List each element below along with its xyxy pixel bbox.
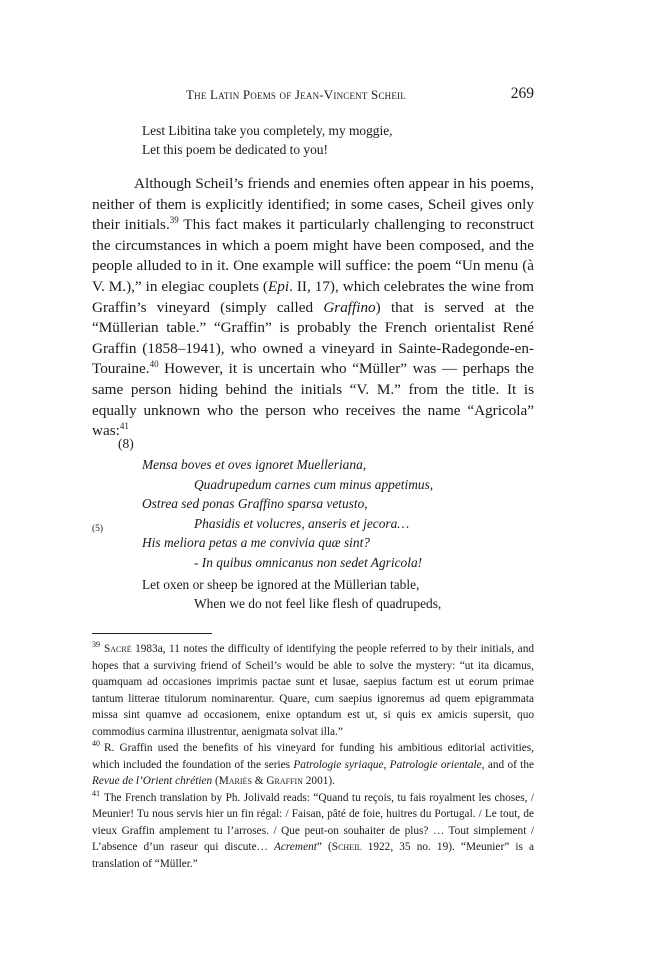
paragraph-text: . II, 17), which celebrates the wine from Graffin’s vineyard (simply called <box>92 277 535 316</box>
paragraph-italic: Graffino <box>323 298 376 316</box>
page-number: 269 <box>510 85 534 102</box>
poem-line: - In quibus omnicanus non sedet Agricola! <box>194 554 423 570</box>
paragraph-italic: Epi <box>268 277 290 295</box>
running-head <box>92 87 534 107</box>
footnote-mark: 41 <box>92 788 100 798</box>
footnotes <box>92 641 534 872</box>
footnote-41 <box>92 790 534 873</box>
footnote-text: ” ( <box>316 841 332 853</box>
footnote-citation: Scheil <box>331 841 362 853</box>
footnote-40 <box>92 740 534 790</box>
running-title: The Latin Poems of Jean-Vincent Scheil <box>186 87 406 102</box>
poem-translation <box>142 575 441 613</box>
footnote-divider <box>92 633 212 634</box>
footnote-text: 1922, 35 no. 19). “Meunier” is a translation of “Müller.” <box>92 841 535 870</box>
translation-line: When we do not feel like flesh of quadrupeds, <box>194 596 442 611</box>
poem-number: (8) <box>118 436 134 451</box>
footnote-text: R. Graffin used the benefits of his vineyard for funding his ambitious editorial activities, which included the foundation of the series <box>92 742 534 771</box>
footnote-italic: Revue de l’Orient chrétien <box>92 775 213 787</box>
footnote-italic: Patrologie orientale <box>389 758 482 771</box>
footnote-citation: Mariès & Graffin <box>218 775 303 787</box>
paragraph-text: This fact makes it particularly challenging to reconstruct the circumstances in which a poem might have been composed, and the people alluded to in it. One example will suffice: the poem “Un menu (à V. M.),” in elegiac couplets ( <box>92 216 534 295</box>
footnote-text: 1983a, 11 notes the difficulty of identifying the people referred to by their initials, and hopes that a surviving friend of Scheil’s would be able to solve the mystery: “ut ita dicamus, quamquam ad occasiones imprimis pactae sunt et lusae, saepius factum est ut eorum primae tantum litterae titulorum nominarentur. Quare, cum saepius ignoremus ad quem epigrammata missa sint quamve ad occasionem, enixe optandum est ut, si quis ex amicis supersit, quo commodius carmina illustrentur, aenigmata solvat illa.” <box>92 643 534 738</box>
epigraph-line: Let this poem be dedicated to you! <box>142 142 328 157</box>
footnote-author: Sacré <box>104 643 132 655</box>
epigraph-line: Lest Libitina take you completely, my moggie, <box>142 123 393 138</box>
translation-line: Let oxen or sheep be ignored at the Müllerian table, <box>142 577 420 592</box>
poem-line: Mensa boves et oves ignoret Muelleriana, <box>142 457 367 472</box>
paragraph-text: However, it is uncertain who “Müller” was — perhaps the same person hiding behind the initials “V. M.” from the title. It is equally unknown who the person who receives the name “Agricola” was: <box>92 360 534 440</box>
footnote-text: , <box>383 758 390 771</box>
footnote-text: 2001). <box>302 775 335 787</box>
poem-line: His meliora petas a me convivia quæ sint? <box>142 535 370 550</box>
footnote-ref-39[interactable]: 39 <box>169 215 179 226</box>
latin-poem <box>142 455 522 572</box>
footnote-italic: Acrement <box>274 841 317 853</box>
footnote-text: ( <box>212 775 219 787</box>
footnote-mark: 39 <box>92 640 100 650</box>
paragraph-text: ) that is served at the “Müllerian table.” “Graffin” is probably the French orientalist René Graffin (1858–1941), who owned a vineyard in Sainte-Radegonde-en-Touraine. <box>92 298 534 378</box>
footnote-39 <box>92 641 534 740</box>
poem-line: Quadrupedum carnes cum minus appetimus, <box>194 476 434 492</box>
footnote-text: The French translation by Ph. Jolivald reads: “Quand tu reçois, tu fais royalment les choses, / Meunier! Tu nous servis hier un fin régal: / Faisan, pâté de foie, huitres du Portugal. / Le tout, de vieux Graffin amplement tu l’arroses. / Que peut-on souhaiter de plus? … Tout simplement / L’absence d’un raseur qui discute… <box>92 791 534 853</box>
poem-line: Ostrea sed ponas Graffino sparsa vetusto, <box>142 496 368 511</box>
footnote-ref-40[interactable]: 40 <box>149 359 159 370</box>
line-number-marker: (5) <box>92 524 104 534</box>
epigraph-translation <box>142 121 393 159</box>
poem-line: Phasidis et volucres, anseris et jecora… <box>194 515 410 531</box>
footnote-text: , and of the <box>481 758 534 771</box>
footnote-ref-41[interactable]: 41 <box>119 421 129 432</box>
paragraph-text: Although Scheil’s friends and enemies often appear in his poems, neither of them is explicitly identified; in some cases, Scheil gives only their initials. <box>92 175 534 234</box>
body-paragraph <box>92 174 534 442</box>
footnote-mark: 40 <box>92 739 100 749</box>
footnote-italic: Patrologie syriaque <box>293 758 384 771</box>
